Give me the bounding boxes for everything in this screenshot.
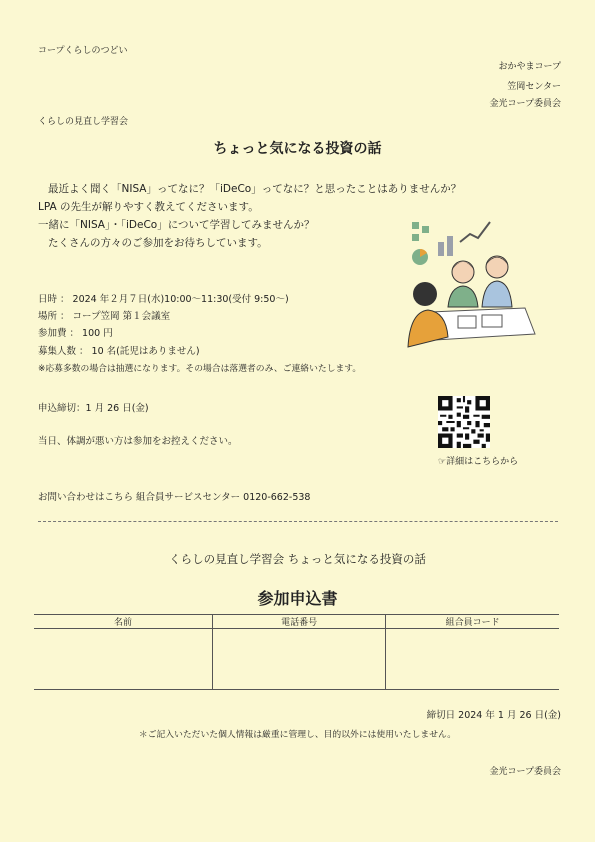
person-center (448, 261, 478, 307)
privacy-notice: ＊ご記入いただいた個人情報は厳重に管理し、目的以外には使用いたしません。 (138, 730, 457, 740)
org-line-2: 笠岡センター (507, 82, 561, 92)
qr-caption (438, 454, 518, 467)
form-deadline: 締切日 2024 年 1 月 26 日(金) (426, 710, 561, 721)
contact-info: お問い合わせはこちら 組合員サービスセンター 0120-662-538 (38, 492, 311, 503)
health-notice: 当日、体調が悪い方は参加をお控えください。 (38, 436, 238, 447)
intro-line-3: 一緒に「NISA」・「iDeCo」について学習してみませんか？ (38, 219, 315, 231)
org-line-1: おかやまコープ (498, 62, 561, 72)
member-code-field[interactable] (386, 629, 559, 690)
intro-line-1: 最近よく聞く「NISA」ってなに？「iDeCo」ってなに？と思ったことはありませんか？ (48, 183, 462, 195)
consultation-illustration (400, 212, 550, 362)
application-form-table (34, 614, 559, 690)
form-title: 参加申込書 (257, 589, 338, 608)
application-deadline: 申込締切：1 月 26 日(金) (38, 403, 149, 414)
column-phone-header: 電話番号 (213, 615, 386, 629)
qr-caption-text: 詳細はこちらから (446, 457, 519, 467)
form-subtitle: くらしの見直し学習会 ちょっと気になる投資の話 (169, 552, 426, 566)
series-name: くらしの見直し学習会 (38, 117, 129, 127)
hand-pointer-icon: ☞ (438, 457, 447, 467)
event-capacity: 募集人数 ： 10 名(託児はありません) (38, 346, 200, 357)
intro-line-2: LPA の先生が解りやすく教えてくださいます。 (38, 201, 259, 213)
event-place: 場所 ： コープ笠岡 第１会議室 (38, 311, 171, 322)
qr-code[interactable] (438, 396, 490, 448)
intro-line-4: たくさんの方々のご参加をお待ちしています。 (48, 237, 268, 249)
person-right (482, 256, 512, 307)
cut-line (38, 521, 558, 522)
name-field[interactable] (34, 629, 213, 690)
event-fee: 参加費 ： 100 円 (38, 328, 113, 339)
chart-icon (412, 222, 490, 265)
phone-field[interactable] (213, 629, 386, 690)
page-title: ちょっと気になる投資の話 (213, 141, 382, 157)
footer-organization: 金光コープ委員会 (489, 767, 561, 777)
organizer-top: コープくらしのつどい (38, 46, 128, 56)
column-name-header: 名前 (34, 615, 213, 629)
lottery-note: ※応募多数の場合は抽選になります。その場合は落選者のみ、ご連絡いたします。 (38, 364, 362, 374)
column-member-code-header: 組合員コード (386, 615, 559, 629)
org-line-3: 金光コープ委員会 (489, 99, 561, 109)
event-date: 日時 ： 2024 年２月７日(水)10:00～11:30(受付 9:50～) (38, 294, 289, 305)
